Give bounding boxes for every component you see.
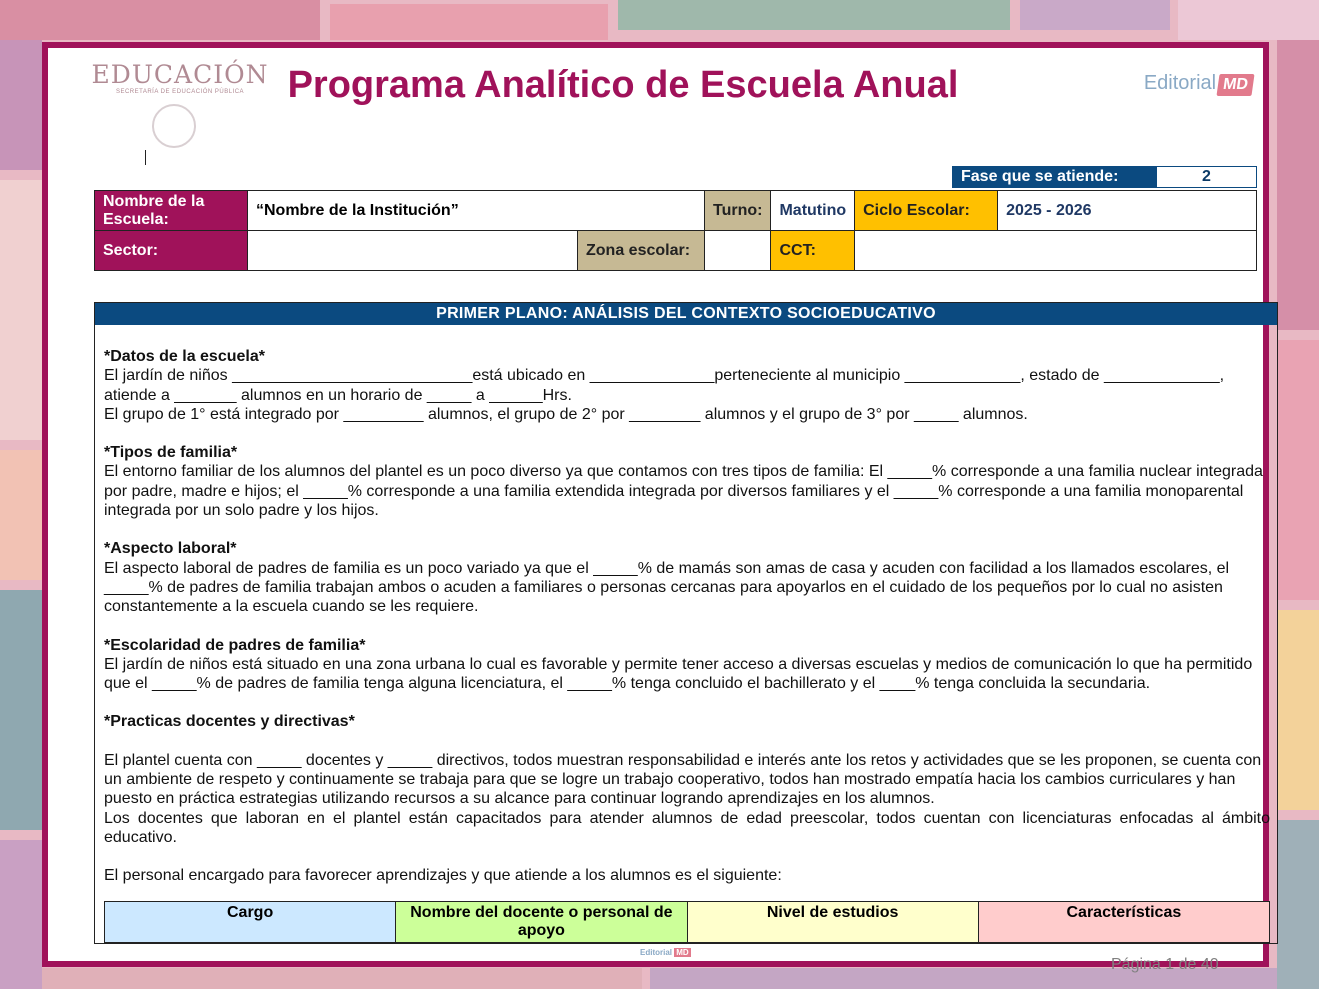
bg-tile xyxy=(0,840,42,989)
cct-value[interactable] xyxy=(855,231,1257,271)
national-seal-icon xyxy=(152,104,196,148)
school-name-value[interactable]: “Nombre de la Institución” xyxy=(248,191,705,231)
logo-sub-text: SECRETARÍA DE EDUCACIÓN PÚBLICA xyxy=(115,89,245,95)
bg-tile xyxy=(1020,0,1170,30)
zone-value[interactable] xyxy=(705,231,771,271)
datos-heading: *Datos de la escuela* xyxy=(104,348,265,365)
bg-tile xyxy=(618,0,1010,30)
staff-col-caracteristicas: Características xyxy=(978,902,1269,943)
bg-tile xyxy=(1178,0,1319,40)
staff-col-nombre: Nombre del docente o personal de apoyo xyxy=(396,902,687,943)
bg-tile xyxy=(1277,40,1319,330)
sector-label: Sector: xyxy=(95,231,248,271)
phase-label: Fase que se atiende: xyxy=(953,167,1157,187)
bg-tile xyxy=(1277,820,1319,989)
text-cursor xyxy=(145,150,146,165)
phase-value[interactable]: 2 xyxy=(1202,168,1211,185)
cycle-value[interactable]: 2025 - 2026 xyxy=(998,191,1257,231)
bg-tile xyxy=(330,4,608,40)
bg-tile xyxy=(0,40,42,170)
cct-label: CCT: xyxy=(771,231,855,271)
bg-tile xyxy=(1277,340,1319,600)
school-info-table xyxy=(94,190,1257,271)
school-name-label: Nombre de la Escuela: xyxy=(95,191,248,231)
laboral-heading: *Aspecto laboral* xyxy=(104,540,237,558)
shift-value[interactable]: Matutino xyxy=(771,191,855,231)
familia-paragraph[interactable]: El entorno familiar de los alumnos del plantel es un poco diverso ya que contamos con tres tipos de familia: El _____% corresponde a una familia nuclear integrada por padre, madre e hijos; el _____% corresponde a una familia extendida integrada por diversos familiares y el _____% corresponde a una familia monoparental integrada por un solo padre y los hijos. xyxy=(104,463,1263,520)
staff-col-nivel: Nivel de estudios xyxy=(687,902,978,943)
datos-line-2[interactable]: atiende a _______ alumnos en un horario de _____ a ______Hrs. xyxy=(104,386,572,404)
practicas-paragraph-2[interactable]: Los docentes que laboran en el plantel están capacitados para atender alumnos de edad preescolar, todos cuentan con licenciaturas enfocadas al ámbito educativo. xyxy=(104,809,1270,846)
escolaridad-heading: *Escolaridad de padres de familia* xyxy=(104,636,366,654)
sep-logo xyxy=(90,60,270,95)
logo-main-text: EDUCACIÓN xyxy=(91,60,269,89)
datos-line-1[interactable]: El jardín de niños ___________________________está ubicado en ______________perteneciente al municipio _____________, estado de _____________, xyxy=(104,367,1225,385)
bg-tile xyxy=(0,590,42,830)
footer-logo-word: Editorial xyxy=(640,948,673,957)
bg-tile xyxy=(1277,610,1319,810)
practicas-heading: *Practicas docentes y directivas* xyxy=(104,713,355,731)
zone-label: Zona escolar: xyxy=(578,231,705,271)
footer-logo-mark: MD xyxy=(676,948,689,957)
md-mark: MD xyxy=(1217,74,1255,96)
document-page xyxy=(42,42,1270,973)
personal-paragraph[interactable]: El personal encargado para favorecer aprendizajes y que atiende a los alumnos es el siguiente: xyxy=(104,867,782,885)
practicas-paragraph-1[interactable]: El plantel cuenta con _____ docentes y _____ directivos, todos muestran responsabilidad e interés ante los retos y actividades que se les proponen, se cuenta con un ambiente de respeto y continuamente se trabaja para que se logre un trabajo cooperativo, todos han mostrado empatía hacia los cambios curriculares y han puesto en práctica estrategias utilizando recursos a su alcance para continuar logrando aprendizajes en los alumnos. xyxy=(104,751,1262,808)
bg-tile xyxy=(0,0,320,40)
datos-line-3[interactable]: El grupo de 1° está integrado por _________ alumnos, el grupo de 2° por ________ alumnos y el grupo de 3° por _____ alumnos. xyxy=(104,405,1028,423)
phase-box xyxy=(952,166,1257,188)
staff-table xyxy=(104,901,1270,943)
cycle-label: Ciclo Escolar: xyxy=(855,191,998,231)
familia-heading: *Tipos de familia* xyxy=(104,444,238,462)
escolaridad-paragraph[interactable]: El jardín de niños está situado en una zona urbana lo cual es favorable y permite tener acceso a diversas escuelas y medios de comunicación lo que ha permitido que el _____% de padres de familia tenga alguna licenciatura, el _____% tenga concluido el bachillerato y el ____% tenga concluida la secundaria. xyxy=(104,655,1253,693)
section-content xyxy=(104,347,1270,886)
context-section xyxy=(94,302,1278,944)
page-title: Programa Analítico de Escuela Anual xyxy=(287,64,959,106)
bg-tile xyxy=(42,968,642,989)
bg-tile xyxy=(0,450,42,580)
footer-logo xyxy=(640,948,691,957)
editorial-logo xyxy=(1144,72,1253,96)
editorial-word: Editorial xyxy=(1143,72,1217,94)
shift-label: Turno: xyxy=(705,191,771,231)
page-number: Página 1 de 40 xyxy=(1111,956,1219,973)
section-title: PRIMER PLANO: ANÁLISIS DEL CONTEXTO SOCIOEDUCATIVO xyxy=(95,303,1277,325)
sector-value[interactable] xyxy=(248,231,578,271)
laboral-paragraph[interactable]: El aspecto laboral de padres de familia es un poco variado ya que el _____% de mamás son amas de casa y acuden con facilidad a los llamados escolares, el _____% de padres de familia trabajan ambos o acuden a familiares o personas cercanas para apoyarlos en el cuidado de los pequeños por lo cual no asisten constantemente a la escuela cuando se les requiere. xyxy=(104,559,1230,616)
staff-col-cargo: Cargo xyxy=(105,902,396,943)
bg-tile xyxy=(0,180,42,440)
